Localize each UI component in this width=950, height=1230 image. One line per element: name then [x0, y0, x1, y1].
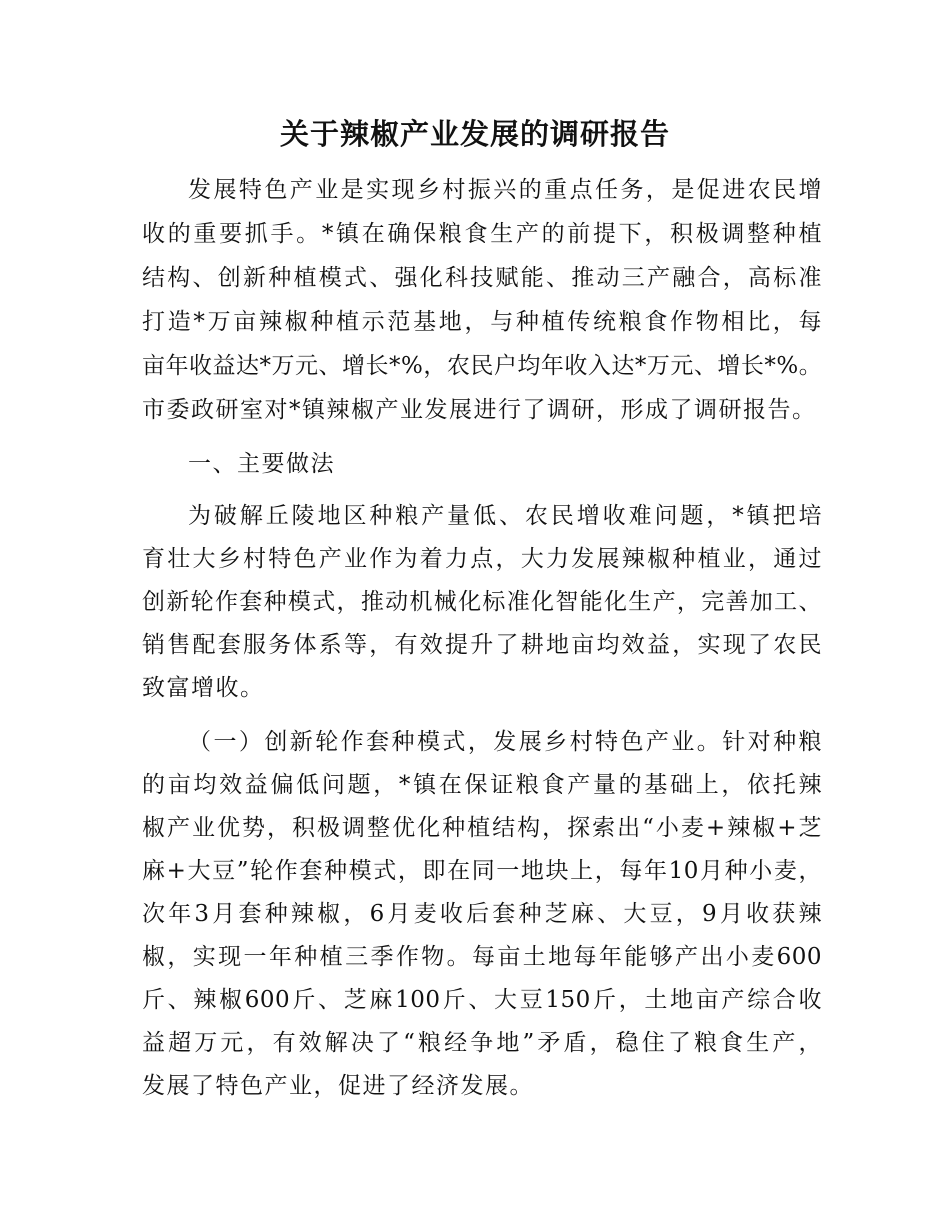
intro-line: 收的重要抓手。*镇在确保粮食生产的前提下，积极调整种植 [142, 221, 822, 247]
document-title: 关于辣椒产业发展的调研报告 [279, 117, 670, 151]
intro-line: 结构、创新种植模式、强化科技赋能、推动三产融合，高标准 [142, 265, 822, 291]
subsection1-line: 的亩均效益偏低问题，*镇在保证粮食产量的基础上，依托辣 [142, 772, 822, 798]
section1-line: 育壮大乡村特色产业作为着力点，大力发展辣椒种植业，通过 [142, 546, 822, 572]
subsection1-line: 次年3月套种辣椒，6月麦收后套种芝麻、大豆，9月收获辣 [142, 901, 822, 927]
intro-line: 发展特色产业是实现乡村振兴的重点任务，是促进农民增 [188, 177, 822, 203]
subsection1-line: 斤、辣椒600斤、芝麻100斤、大豆150斤，土地亩产综合收 [142, 987, 822, 1013]
section1-line: 为破解丘陵地区种粮产量低、农民增收难问题，*镇把培 [188, 503, 822, 529]
section1-line: 创新轮作套种模式，推动机械化标准化智能化生产，完善加工、 [142, 589, 822, 615]
subsection1-line: 椒产业优势，积极调整优化种植结构，探索出“小麦+辣椒+芝 [142, 815, 822, 841]
section1-line: 致富增收。 [142, 675, 265, 701]
subsection1-line: （一）创新轮作套种模式，发展乡村特色产业。针对种粮 [188, 729, 822, 755]
intro-line: 市委政研室对*镇辣椒产业发展进行了调研，形成了调研报告。 [142, 397, 817, 423]
subsection1-line: 椒，实现一年种植三季作物。每亩土地每年能够产出小麦600 [142, 944, 822, 970]
subsection1-line: 益超万元，有效解决了“粮经争地”矛盾，稳住了粮食生产， [142, 1030, 822, 1056]
subsection1-line: 麻+大豆”轮作套种模式，即在同一地块上，每年10月种小麦， [142, 858, 822, 884]
section-heading: 一、主要做法 [188, 451, 335, 477]
intro-line: 打造*万亩辣椒种植示范基地，与种植传统粮食作物相比，每 [142, 309, 822, 335]
intro-line: 亩年收益达*万元、增长*%，农民户均年收入达*万元、增长*%。 [142, 353, 823, 379]
section1-line: 销售配套服务体系等，有效提升了耕地亩均效益，实现了农民 [142, 632, 822, 658]
subsection1-line: 发展了特色产业，促进了经济发展。 [142, 1073, 534, 1099]
